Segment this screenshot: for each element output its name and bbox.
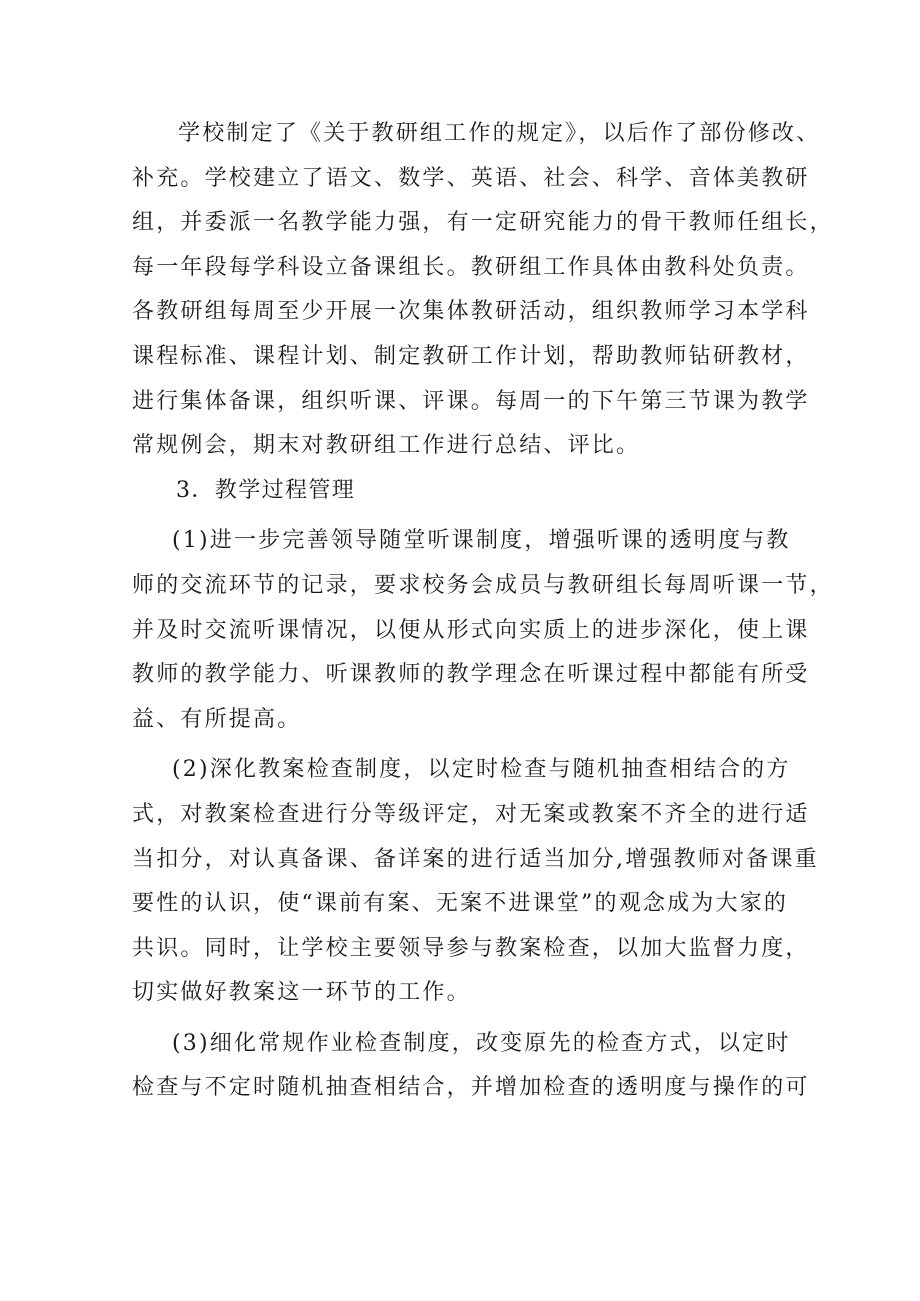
text-line: 补充。学校建立了语文、数学、英语、社会、科学、音体美教研 [132,165,810,191]
text-line: 切实做好教案这一环节的工作。 [132,980,471,1006]
text-line: 师的交流环节的记录，要求校务会成员与教研组长每周听课一节， [132,572,834,598]
document-body [132,112,834,1111]
text-line: (3)细化常规作业检查制度，改变原先的检查方式，以定时 [172,1030,791,1056]
paragraph-item-3 [132,1022,810,1111]
paragraph-item-2 [132,748,819,1016]
text-line: 常规例会，期末对教研组工作进行总结、评比。 [132,433,641,459]
text-line: 检查与不定时随机抽查相结合，并增加检查的透明度与操作的可 [132,1075,810,1101]
paragraph-item-1 [132,519,834,742]
text-line: 共识。同时，让学校主要领导参与教案检查，以加大监督力度， [132,935,810,961]
paragraph-teaching-research-groups [132,112,834,469]
text-line: 组，并委派一名教学能力强，有一定研究能力的骨干教师任组长， [132,210,834,236]
section-heading: 3．教学过程管理 [176,477,356,503]
text-line: 教师的教学能力、听课教师的教学理念在听课过程中都能有所受 [132,662,810,688]
text-line: 并及时交流听课情况，以便从形式向实质上的进步深化，使上课 [132,617,810,643]
text-line: 课程标准、课程计划、制定教研工作计划，帮助教师钻研教材， [132,343,810,369]
text-line: 进行集体备课，组织听课、评课。每周一的下午第三节课为教学 [132,388,810,414]
text-line: 式，对教案检查进行分等级评定，对无案或教案不齐全的进行适 [132,801,810,827]
text-line: (1)进一步完善领导随堂听课制度，增强听课的透明度与教 [172,528,791,554]
text-line: 学校制定了《关于教研组工作的规定》，以后作了部份修改、 [178,121,821,146]
text-line: 各教研组每周至少开展一次集体教研活动，组织教师学习本学科 [132,299,810,325]
text-line: 当扣分，对认真备课、备详案的进行适当加分,增强教师对备课重 [132,846,819,872]
text-line: 要性的认识，使“课前有案、无案不进课堂”的观念成为大家的 [132,891,789,917]
text-line: 益、有所提高。 [132,706,302,732]
text-line: (2)深化教案检查制度，以定时检查与随机抽查相结合的方 [172,757,791,783]
text-line: 每一年段每学科设立备课组长。教研组工作具体由教科处负责。 [132,254,810,280]
